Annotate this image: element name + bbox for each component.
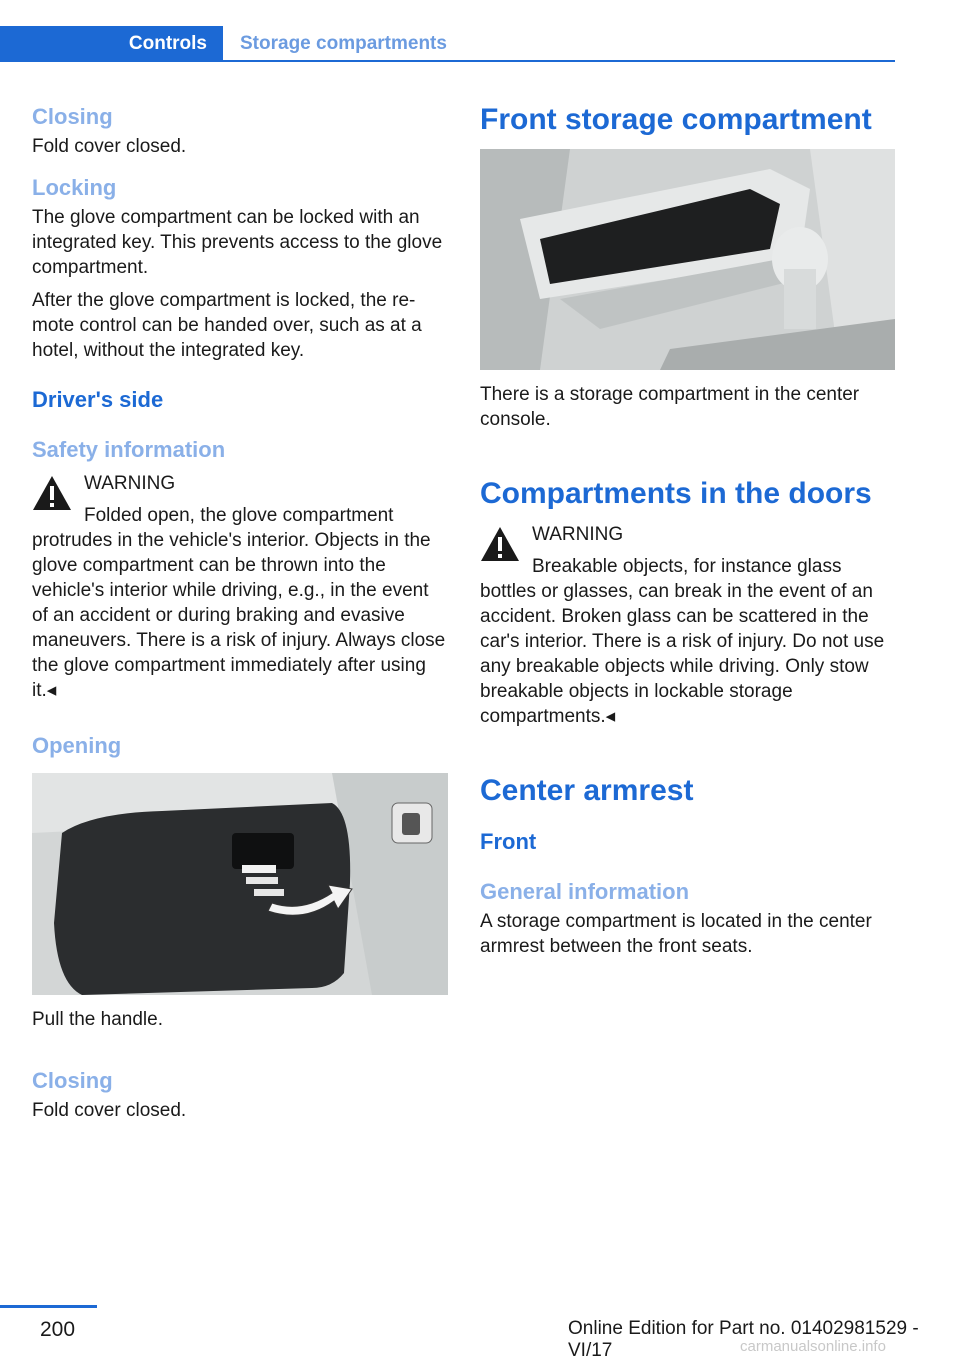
- glove-compartment-illustration: [32, 773, 448, 995]
- glove-compartment-photo: [32, 773, 448, 995]
- center-console-illustration: [480, 149, 895, 370]
- front-storage-heading: Front storage compartment: [480, 103, 872, 136]
- front-storage-text: There is a storage compartment in the center console.: [480, 384, 860, 430]
- opening-caption: Pull the handle.: [32, 1009, 163, 1030]
- doors-heading: Compartments in the doors: [480, 477, 872, 510]
- warning-text: protrudes in the vehicle's interior. Objects in the glove compartment can be thrown into the vehicle's interior while driving, e.g., in the event of an accident or during braking and evasive maneuvers. There is a risk of injury. Always close the glove compartment immediately after using it.◂: [32, 530, 446, 701]
- right-column: [480, 100, 896, 959]
- center-console-photo: [480, 149, 895, 370]
- closing-heading-2: Closing: [32, 1068, 113, 1093]
- warning-block: [32, 471, 448, 703]
- warning-title: WARNING: [84, 473, 176, 494]
- locking-paragraph-2: After the glove compartment is locked, the re‐mote control can be handed over, such as at a hotel, without the integrated key.: [32, 290, 422, 361]
- locking-heading: Locking: [32, 175, 117, 200]
- footer-accent-line: [0, 1305, 97, 1308]
- doors-warning-text: bottles or glasses, can break in the event of an accident. Broken glass can be scattered in the car's interior. There is a risk of injury. Do not use any breakable objects while driving. Only stow breakable objects in lockable storage compartments.◂: [480, 581, 885, 727]
- closing-text-2: Fold cover closed.: [32, 1100, 187, 1121]
- doors-warning-title: WARNING: [532, 524, 624, 545]
- closing-text: Fold cover closed.: [32, 136, 187, 157]
- edition-text: Online Edition for Part no. 01402981529 - VI/17: [568, 1318, 919, 1361]
- warning-triangle-icon: [480, 526, 520, 562]
- front-heading: Front: [480, 829, 537, 854]
- page-number: 200: [40, 1318, 76, 1341]
- locking-paragraph-1: The glove compartment can be locked with an integrated key. This prevents access to the glove compartment.: [32, 207, 443, 278]
- tab-storage-compartments[interactable]: Storage compartments: [240, 33, 447, 54]
- page-header: [0, 26, 895, 62]
- left-column: [32, 100, 448, 1123]
- general-information-text: A storage compartment is located in the center armrest between the front seats.: [480, 911, 872, 957]
- center-armrest-heading: Center armrest: [480, 774, 694, 807]
- general-information-heading: General information: [480, 879, 690, 904]
- opening-heading: Opening: [32, 733, 122, 758]
- closing-heading: Closing: [32, 104, 113, 129]
- tab-controls[interactable]: Controls: [0, 26, 223, 62]
- watermark: carmanualsonline.info: [740, 1338, 886, 1355]
- warning-triangle-icon: [32, 475, 72, 511]
- doors-warning-text-first-line: Breakable objects, for instance glass: [532, 556, 842, 577]
- drivers-side-heading: Driver's side: [32, 387, 164, 412]
- warning-text-first-line: Folded open, the glove compartment: [84, 505, 394, 526]
- safety-information-heading: Safety information: [32, 437, 226, 462]
- doors-warning-block: [480, 522, 896, 729]
